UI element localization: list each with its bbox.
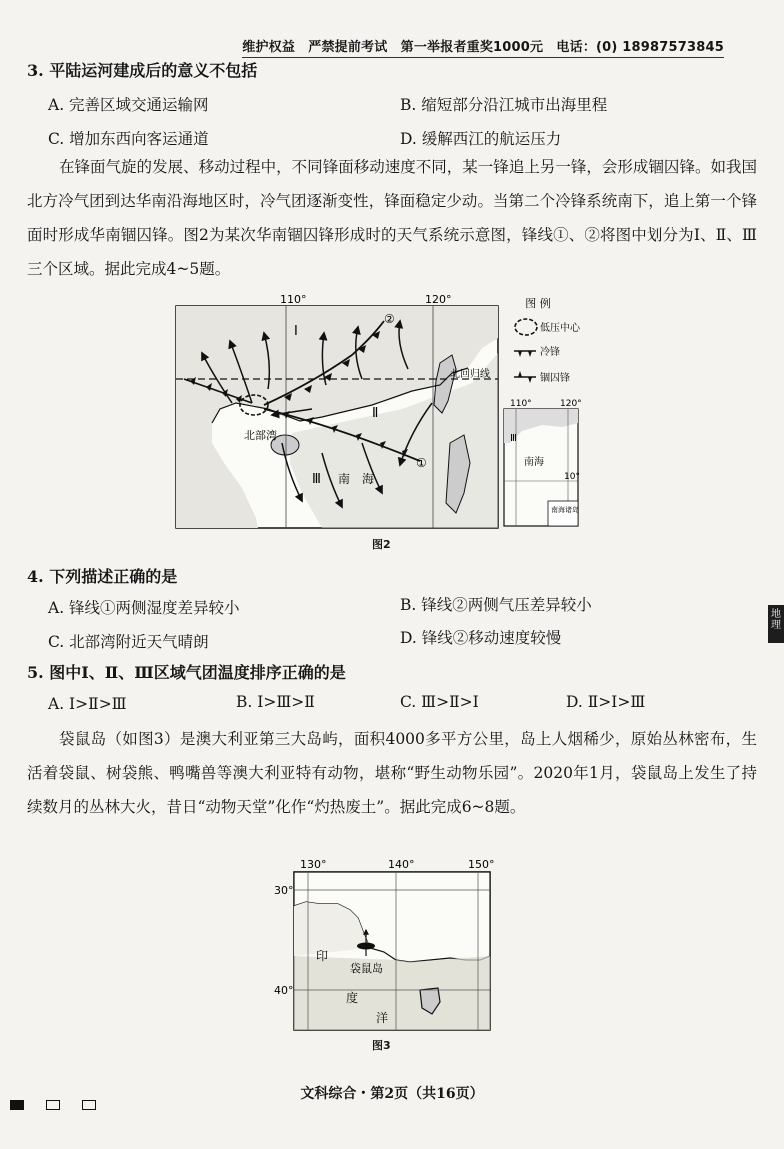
fig3-lat-30: 30°	[274, 884, 294, 897]
inset-lon-110: 110°	[510, 399, 532, 409]
square-empty-icon	[46, 1100, 60, 1110]
passage-fronts: 在锋面气旋的发展、移动过程中，不同锋面移动速度不同，某一锋追上另一锋，会形成锢囚锋。如我国北方冷气团到达华南沿海地区时，冷气团逐渐变性，锋面稳定少动。当第二个冷锋系统南下，追上第一个锋面时形成华南锢囚锋。图2为某次华南锢囚锋形成时的天气系统示意图，锋线①、②将图中划分为Ⅰ、Ⅱ、Ⅲ三个区域。据此完成4~5题。	[27, 158, 757, 278]
q5-option-d[interactable]: D. Ⅱ>Ⅰ>Ⅲ	[566, 693, 646, 711]
q3-option-c[interactable]: C. 增加东西向客运通道	[48, 130, 209, 148]
q4-option-a[interactable]: A. 锋线①两侧湿度差异较小	[48, 599, 240, 617]
legend-title: 图 例	[525, 297, 551, 310]
passage-kangaroo-island: 袋鼠岛（如图3）是澳大利亚第三大岛屿，面积4000多平方公里，岛上人烟稀少，原始丛林密布，生活着袋鼠、树袋熊、鸭嘴兽等澳大利亚特有动物，堪称“野生动物乐园”。2020年1月，袋鼠岛上发生了持续数月的丛林大火，昔日“动物天堂”化作“灼热废土”。据此完成6~8题。	[27, 730, 757, 816]
legend-low-label: 低压中心	[540, 323, 580, 334]
figure-2-caption: 图2	[372, 538, 391, 551]
subject-side-tab: 地理	[768, 605, 784, 643]
inset-sea-label: 南海	[524, 457, 544, 468]
fig3-lon-130: 130°	[300, 858, 327, 871]
fig2-legend	[514, 296, 581, 384]
page-footer: 文科综合・第2页（共16页）	[300, 1086, 484, 1102]
q3-option-d[interactable]: D. 缓解西江的航运压力	[400, 130, 562, 148]
question-3-stem: 3. 平陆运河建成后的意义不包括	[27, 61, 258, 80]
q5-option-b[interactable]: B. Ⅰ>Ⅲ>Ⅱ	[236, 693, 315, 711]
footer-marks	[10, 1095, 118, 1114]
fig3-island-label: 袋鼠岛	[350, 962, 383, 975]
figure-3-map	[270, 856, 500, 1034]
fig2-region-1: Ⅰ	[294, 324, 298, 339]
fig3-lon-140: 140°	[388, 858, 415, 871]
inset-lat-10: 10°	[564, 472, 580, 482]
square-empty-icon	[82, 1100, 96, 1110]
q5-option-a[interactable]: A. Ⅰ>Ⅱ>Ⅲ	[48, 695, 127, 713]
fig2-lon-120: 120°	[425, 293, 452, 306]
q4-option-b[interactable]: B. 锋线②两侧气压差异较小	[400, 596, 592, 614]
q4-option-d[interactable]: D. 锋线②移动速度较慢	[400, 629, 562, 647]
fig3-ocean-char-3: 洋	[376, 1011, 389, 1025]
q3-option-b[interactable]: B. 缩短部分沿江城市出海里程	[400, 96, 608, 114]
figure-3-caption: 图3	[372, 1039, 391, 1052]
question-4-stem: 4. 下列描述正确的是	[27, 567, 178, 586]
figure-2-weather-map	[172, 293, 584, 533]
fig2-tropic-label: 北回归线	[450, 369, 490, 380]
fig2-gulf-label: 北部湾	[244, 429, 277, 442]
inset-islands-label: 南海诸岛	[551, 506, 579, 514]
fig2-region-3: Ⅲ	[312, 472, 321, 487]
legend-cold-label: 冷锋	[540, 347, 560, 358]
fig2-sea-label: 南 海	[338, 472, 375, 486]
square-filled-icon	[10, 1100, 24, 1110]
legend-occluded-label: 锢囚锋	[540, 373, 570, 384]
inset-lon-120: 120°	[560, 399, 582, 409]
fig2-inset-map	[504, 399, 582, 526]
fig3-lon-150: 150°	[468, 858, 495, 871]
fig2-region-2: Ⅱ	[372, 406, 379, 421]
fig3-ocean-char-2: 度	[346, 991, 359, 1005]
fig3-lat-40: 40°	[274, 984, 294, 997]
fig2-lon-110: 110°	[280, 293, 307, 306]
fig3-ocean-char-1: 印	[316, 949, 329, 963]
page-header: 维护权益 严禁提前考试 第一举报者重奖1000元 电话：(0) 18987573845	[242, 36, 724, 58]
q5-option-c[interactable]: C. Ⅲ>Ⅱ>Ⅰ	[400, 693, 479, 711]
question-5-stem: 5. 图中Ⅰ、Ⅱ、Ⅲ区域气团温度排序正确的是	[27, 663, 346, 682]
q4-option-c[interactable]: C. 北部湾附近天气晴朗	[48, 633, 209, 651]
fig2-front-2-label: ②	[384, 312, 395, 326]
inset-region-3: Ⅲ	[510, 433, 517, 444]
fig2-front-1-label: ①	[416, 456, 427, 470]
q3-option-a[interactable]: A. 完善区域交通运输网	[48, 96, 209, 114]
